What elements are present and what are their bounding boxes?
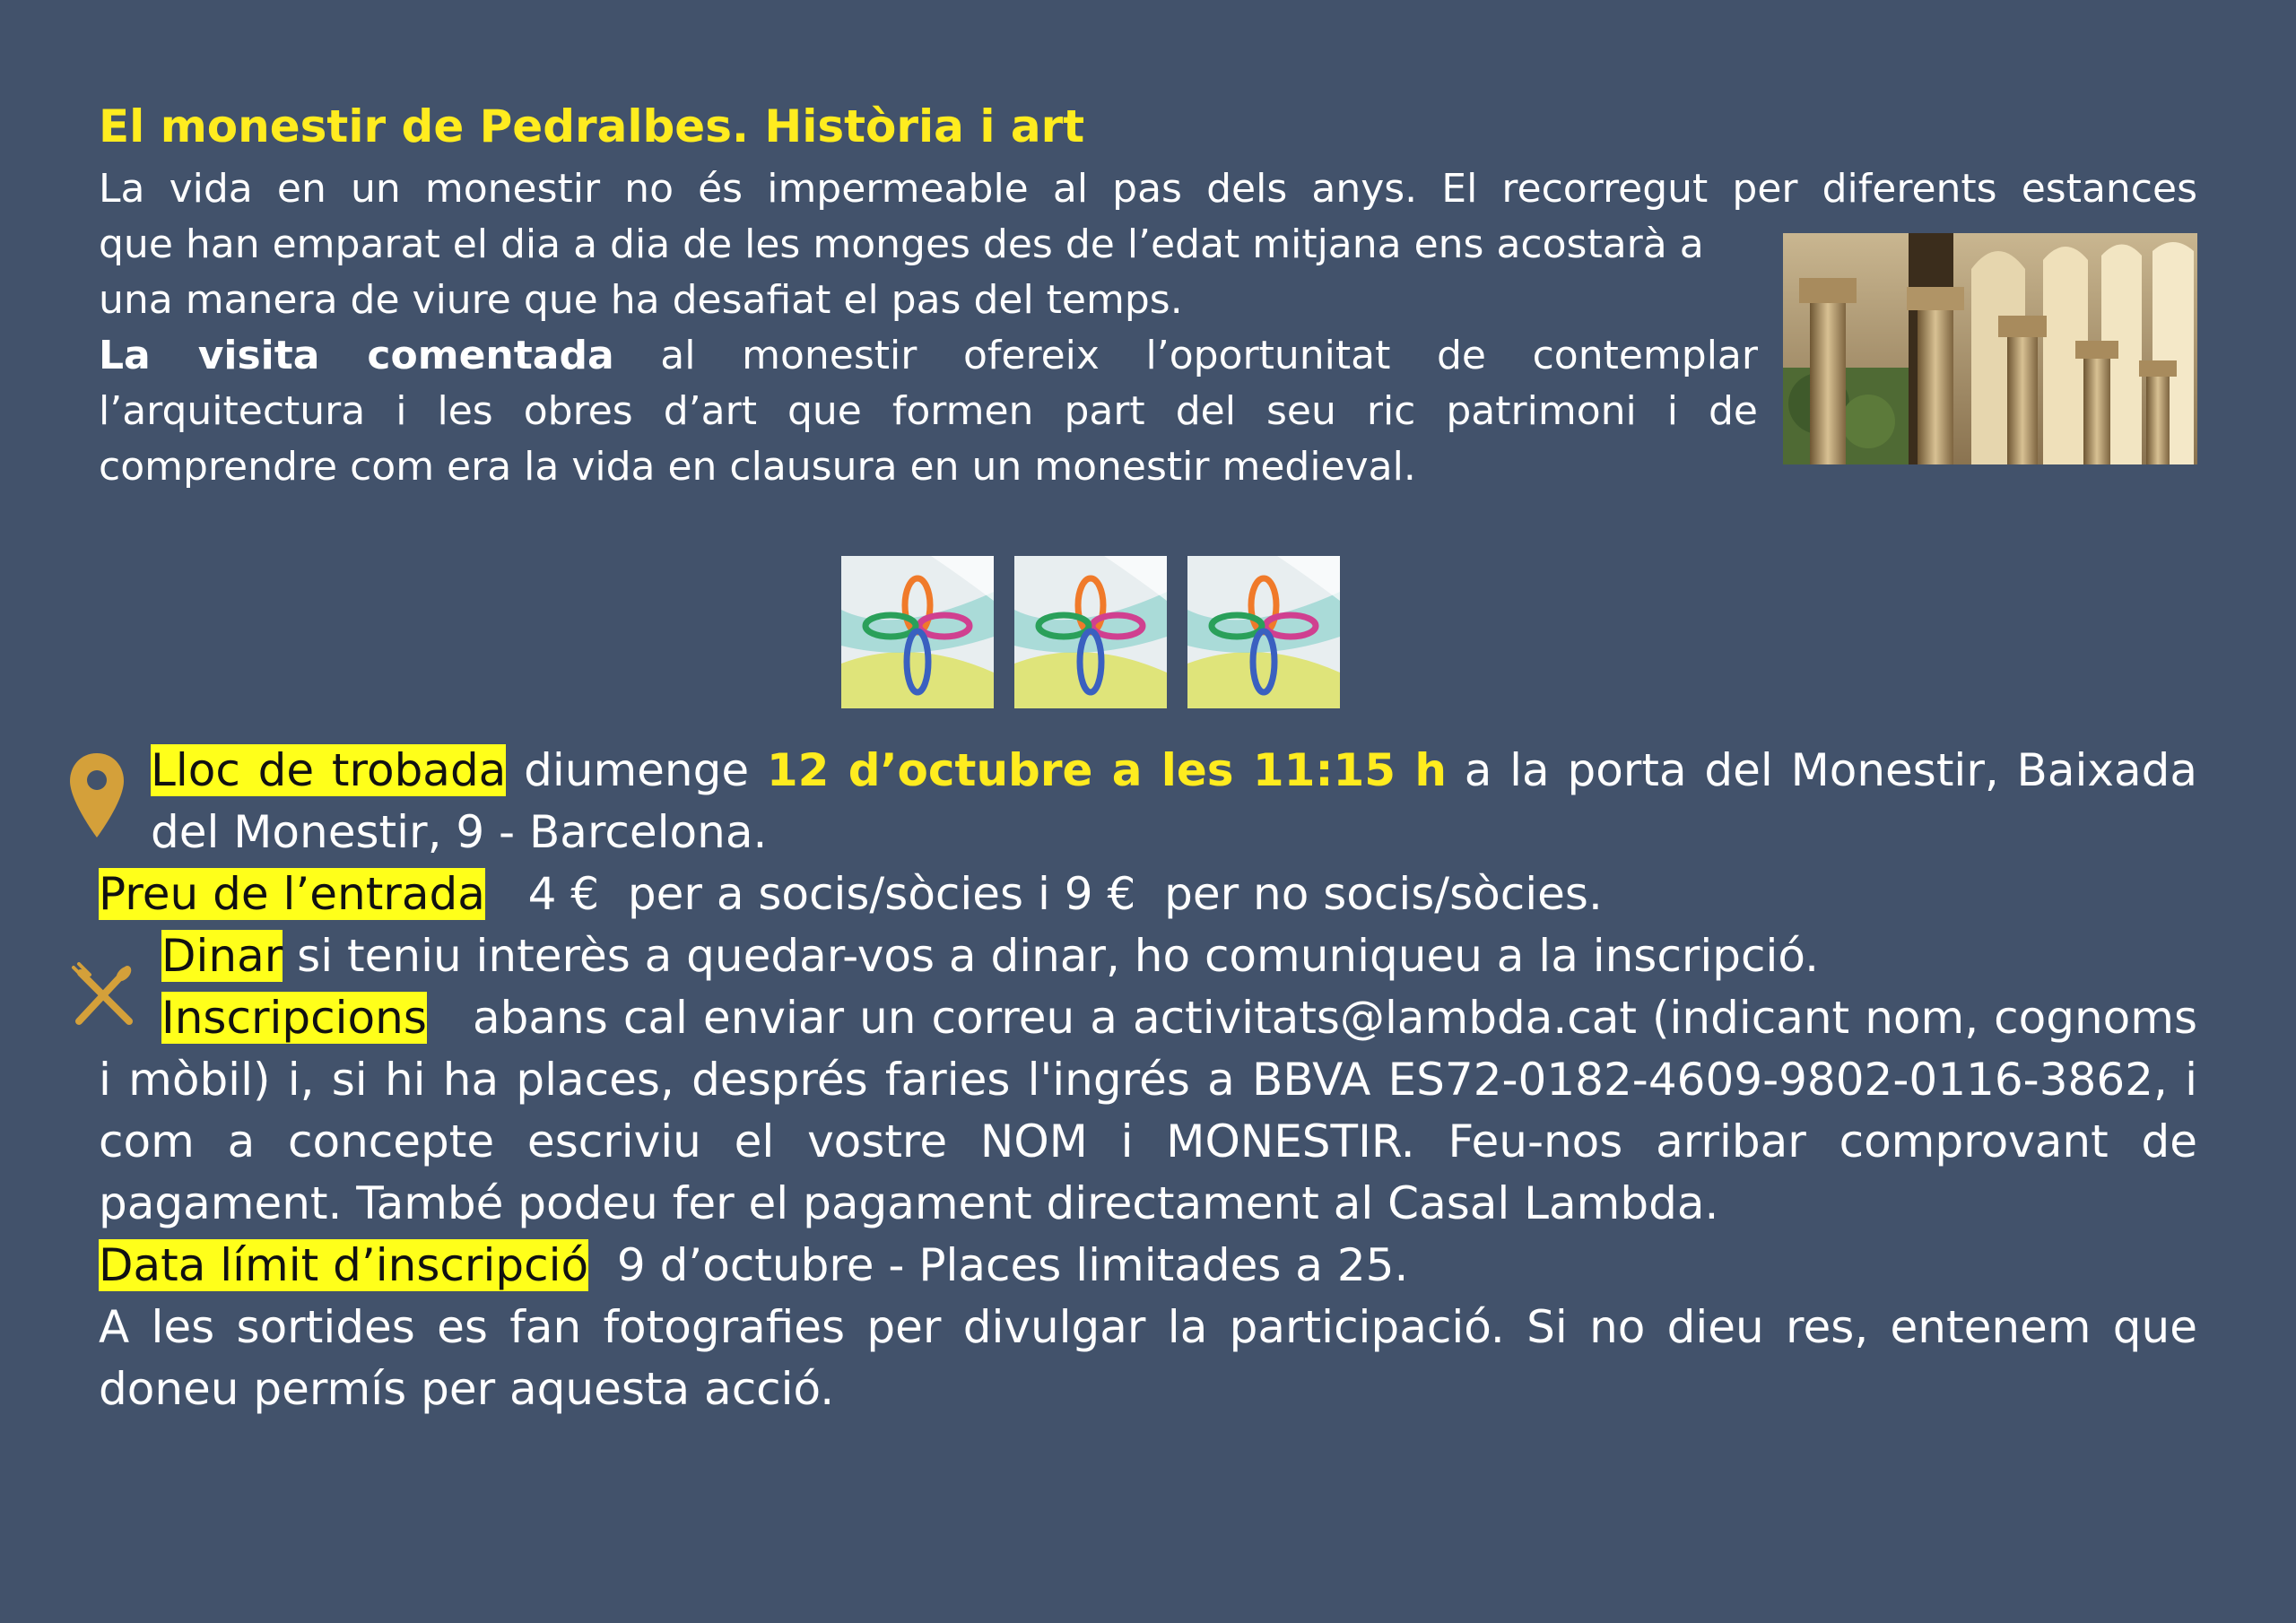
price-text: 4 € per a socis/sòcies i 9 € per no socis/sòcies.: [484, 868, 1603, 920]
intro-text: [99, 217, 1758, 495]
event-info: [99, 740, 2212, 1420]
ribbon-logo-3: [1187, 556, 1340, 708]
intro-first-line: La vida en un monestir no és impermeable al pas dels anys. El recorregut per diferents estances: [99, 166, 2197, 212]
ribbon-logo-2: [1014, 556, 1167, 708]
registration-text: abans cal enviar un correu a activitats@lambda.cat (indicant nom, cognoms i mòbil) i, si hi ha places, després faries l'ingrés a BBVA ES72-0182-4609-9802-0116-3862, i com a concepte escriviu el vostre NOM i MONESTIR. Feu-nos arribar comprovant de pagament. També podeu fer el pagament directament al Casal Lambda.: [99, 992, 2212, 1229]
guided-visit-bold: La visita comentada: [99, 333, 614, 378]
intro-paragraph-1: que han emparat el dia a dia de les monges des de l’edat mitjana ens acostarà a una manera de viure que ha desafiat el pas del temps.: [99, 221, 1704, 323]
intro-paragraph-2-text: al monestir ofereix l’oportunitat de contemplar l’arquitectura i les obres d’art que formen part del seu ric patrimoni i de comprendre com era la vida en clausura en un monestir medieval.: [99, 333, 1758, 490]
price-info: [99, 864, 2197, 925]
photos-note: A les sortides es fan fotografies per divulgar la participació. Si no dieu res, entenem que doneu permís per aquesta acció.: [99, 1301, 2197, 1415]
meeting-point: [99, 740, 2197, 864]
lunch-info: [99, 925, 2197, 987]
registration-info: [99, 987, 2212, 1235]
registration-label: Inscripcions: [161, 992, 427, 1044]
page-title: El monestir de Pedralbes. Història i art: [99, 100, 1085, 152]
lunch-text: si teniu interès a quedar-vos a dinar, ho comuniqueu a la inscripció.: [283, 930, 1820, 982]
deadline-label: Data límit d’inscripció: [99, 1239, 589, 1291]
ribbon-logo-1: [841, 556, 994, 708]
meeting-datetime: 12 d’octubre a les 11:15 h: [766, 744, 1447, 796]
deadline-info: [99, 1235, 2197, 1297]
price-label: Preu de l’entrada: [99, 868, 485, 920]
intro-paragraph-2: [99, 328, 1758, 495]
meeting-label: Lloc de trobada: [151, 744, 507, 796]
deadline-text: 9 d’octubre - Places limitades a 25.: [588, 1239, 1409, 1291]
meeting-text-1: diumenge: [506, 744, 767, 796]
cloister-photo: [1783, 233, 2197, 464]
lunch-label: Dinar: [161, 930, 283, 982]
meeting-text-2: a la porta del Monestir, Baixada del Monestir, 9 - Barcelona.: [151, 744, 2197, 858]
